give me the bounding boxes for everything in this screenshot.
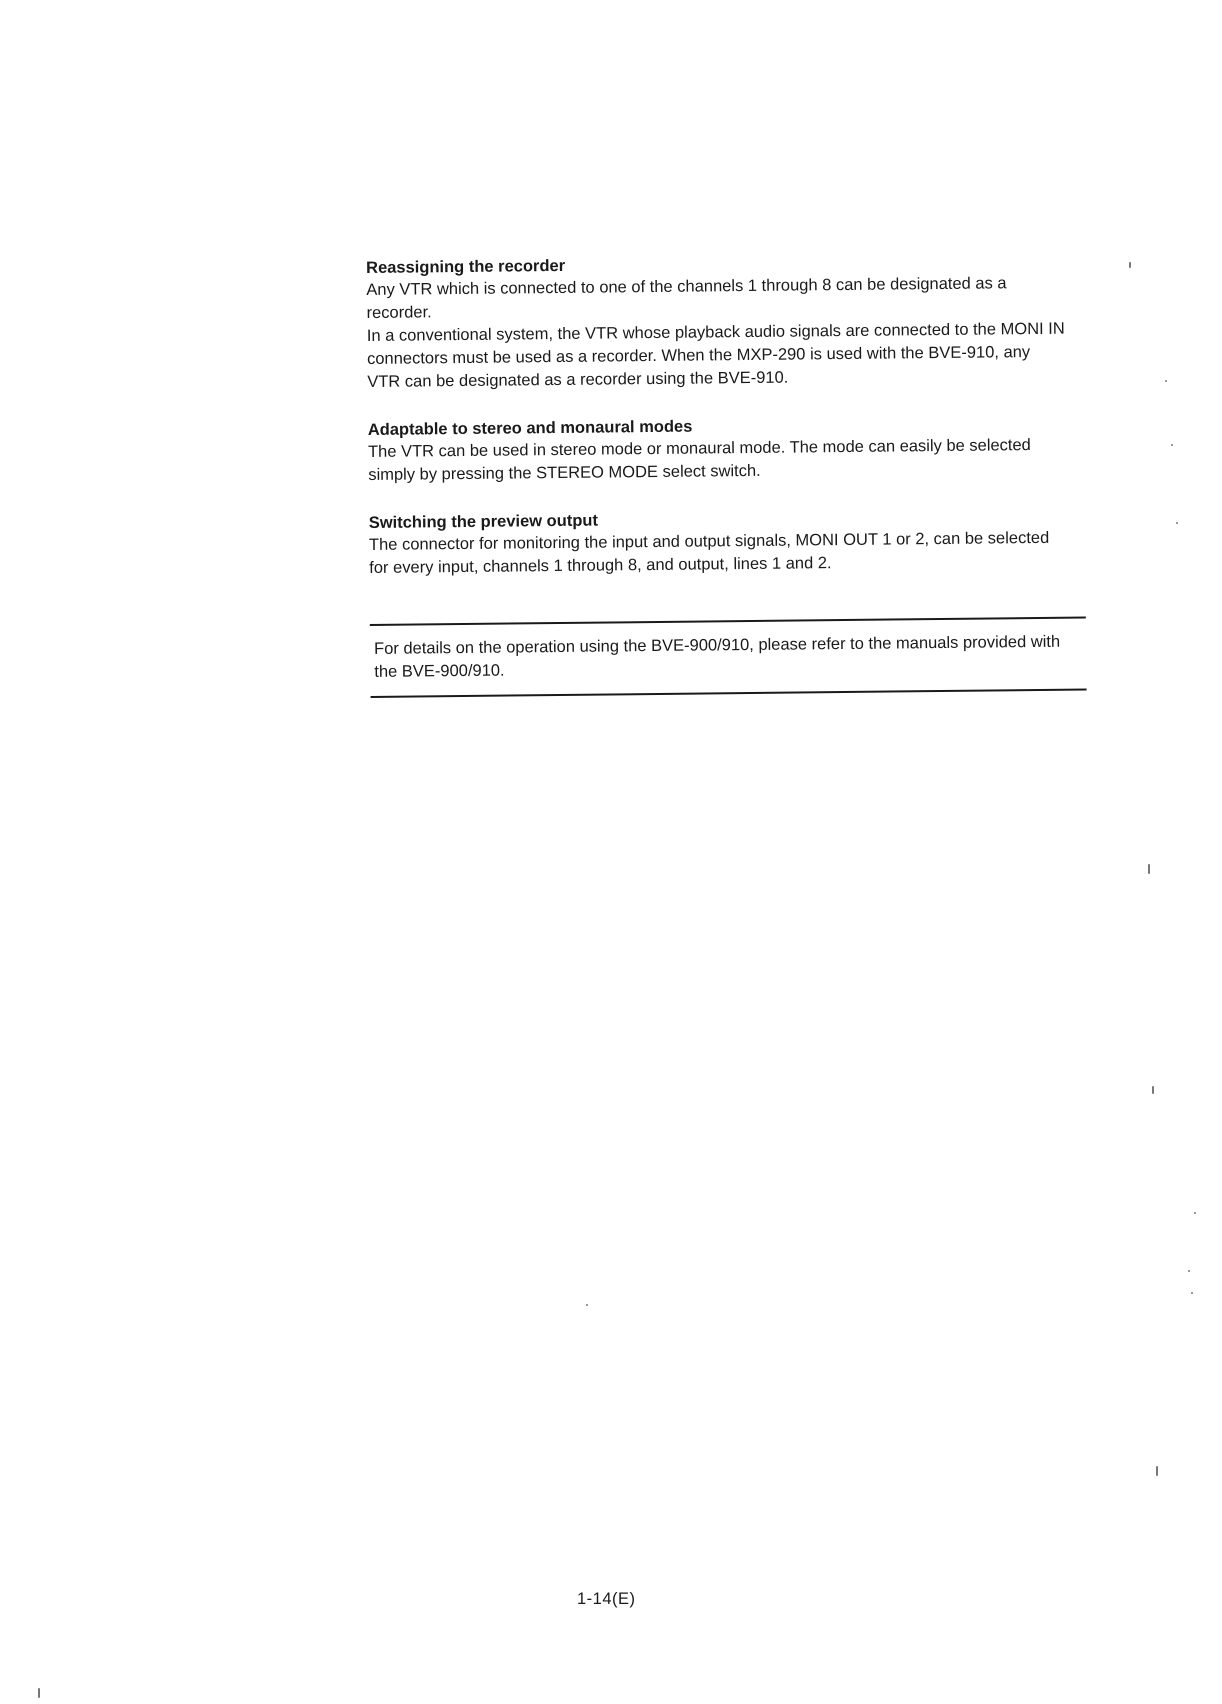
section-heading: Reassigning the recorder — [366, 256, 566, 277]
section-paragraph: The connector for monitoring the input and output signals, MONI OUT 1 or 2, can be selected for every input, channels 1 through 8, and output, lines 1 and 2. — [368, 528, 1050, 577]
scan-speck — [38, 1688, 40, 1698]
section-preview-output — [369, 506, 1070, 580]
note-box — [370, 616, 1087, 697]
section-paragraph: In a conventional system, the VTR whose playback audio signals are connected to the MONI IN connectors must be used as a recorder. When the MXP-290 is used with the BVE-910, any VTR can be designated as a recorder using the BVE-910. — [366, 319, 1065, 391]
page-content — [366, 251, 1071, 698]
section-heading: Adaptable to stereo and monaural modes — [367, 417, 693, 439]
scan-speck — [1171, 444, 1173, 446]
scan-speck — [1165, 380, 1167, 382]
scan-speck — [1188, 1270, 1190, 1272]
scan-speck — [1191, 1292, 1193, 1294]
page-number: 1-14(E) — [577, 1590, 636, 1608]
scan-speck — [1176, 522, 1178, 524]
section-reassigning-recorder — [366, 251, 1067, 394]
scan-speck — [1156, 1466, 1158, 1476]
section-paragraph: The VTR can be used in stereo mode or monaural mode. The mode can easily be selected simply by pressing the STEREO MODE select switch. — [367, 436, 1031, 484]
scan-speck — [1194, 1212, 1196, 1214]
scan-speck — [1129, 262, 1131, 268]
section-paragraph: Any VTR which is connected to one of the channels 1 through 8 can be designated as a recorder. — [366, 274, 1007, 322]
scan-speck — [1152, 1086, 1154, 1094]
section-stereo-monaural — [368, 413, 1069, 487]
scan-speck — [1148, 864, 1150, 874]
note-text: For details on the operation using the BVE-900/910, please refer to the manuals provided with the BVE-900/910. — [374, 632, 1061, 681]
section-heading: Switching the preview output — [368, 511, 599, 532]
scan-speck — [586, 1304, 588, 1306]
